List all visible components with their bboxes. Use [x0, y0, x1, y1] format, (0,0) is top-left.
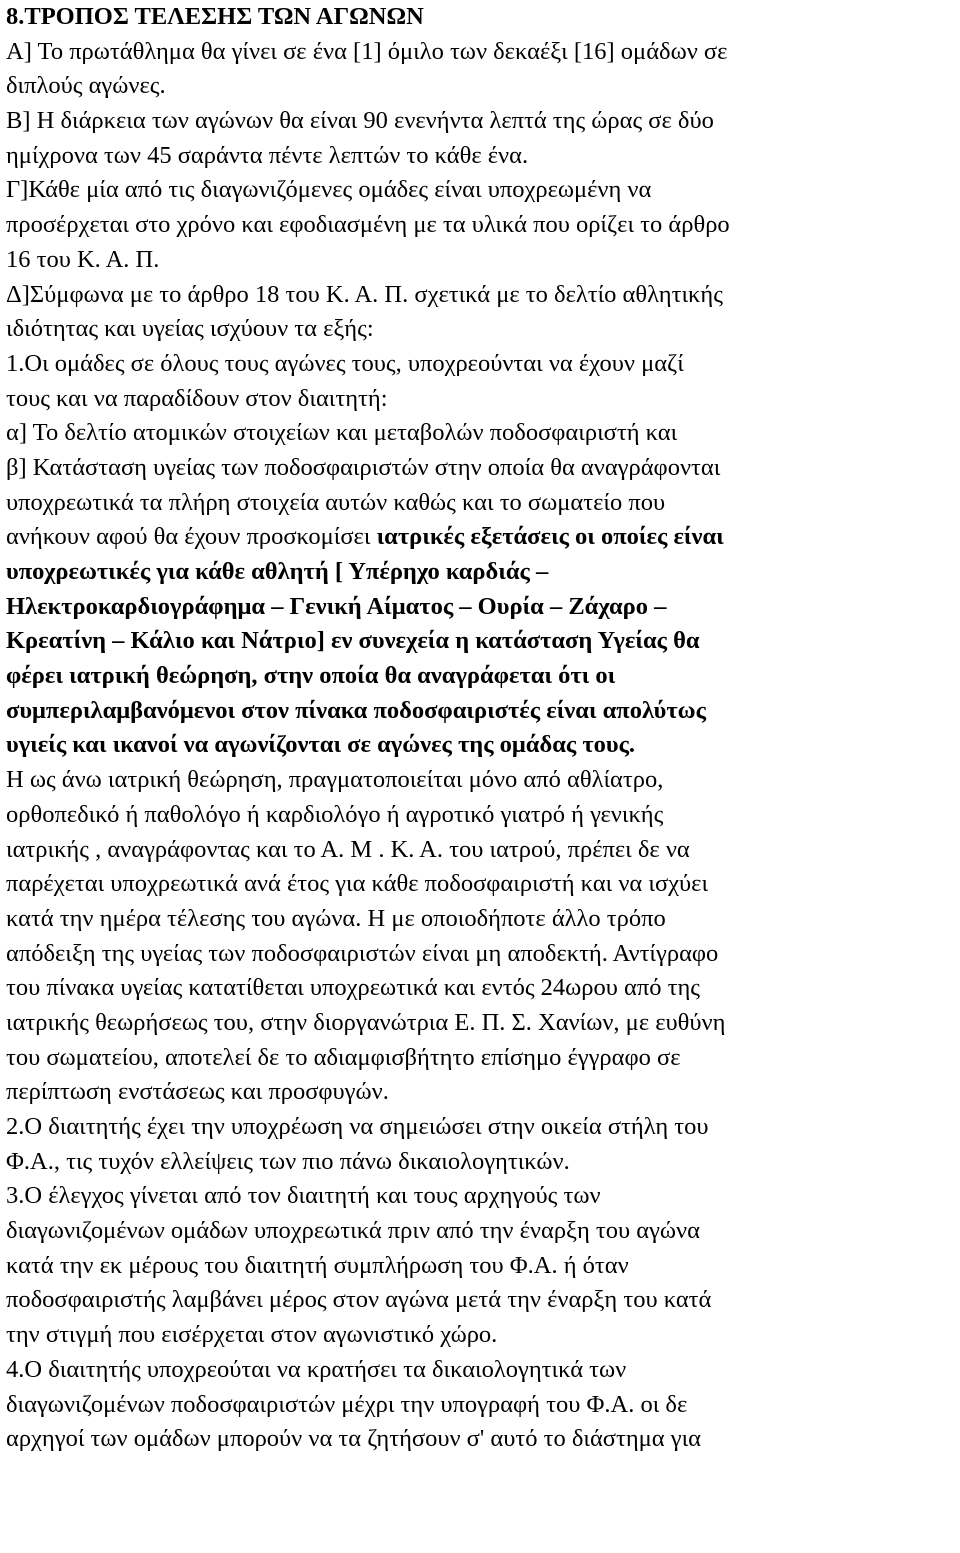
bold-text-segment: φέρει ιατρική θεώρηση, στην οποία θα αναγράφεται ότι οι — [6, 662, 616, 690]
text-line — [6, 451, 956, 486]
section-heading: 8.ΤΡΟΠΟΣ ΤΕΛΕΣΗΣ ΤΩΝ ΑΓΩΝΩΝ — [6, 3, 424, 30]
text-line — [6, 1283, 956, 1318]
text-line — [6, 69, 956, 104]
text-line — [6, 312, 956, 347]
text-line — [6, 763, 956, 798]
text-line — [6, 1145, 956, 1180]
text-line — [6, 382, 956, 417]
text-segment: α] Το δελτίο ατομικών στοιχείων και μεταβολών ποδοσφαιριστή και — [6, 419, 678, 447]
text-line — [6, 520, 956, 555]
text-line — [6, 1318, 956, 1353]
text-segment: Γ]Κάθε μία από τις διαγωνιζόμενες ομάδες είναι υποχρεωμένη να — [6, 176, 652, 204]
text-segment: 4.Ο διαιτητής υποχρεούται να κρατήσει τα δικαιολογητικά των — [6, 1355, 627, 1383]
text-segment: β] Κατάσταση υγείας των ποδοσφαιριστών στην οποία θα αναγράφονται — [6, 453, 721, 481]
text-line — [6, 173, 956, 208]
text-segment: αρχηγοί των ομάδων μπορούν να τα ζητήσουν σ' αυτό το διάστημα για — [6, 1425, 702, 1453]
text-line — [6, 1249, 956, 1284]
text-line — [6, 937, 956, 972]
text-segment: περίπτωση ενστάσεως και προσφυγών. — [6, 1078, 389, 1106]
text-line — [6, 624, 956, 659]
document-page — [6, 0, 956, 1457]
text-line — [6, 35, 956, 70]
text-line — [6, 139, 956, 174]
text-line — [6, 971, 956, 1006]
text-segment: απόδειξη της υγείας των ποδοσφαιριστών είναι μη αποδεκτή. Αντίγραφο — [6, 939, 719, 967]
text-segment: παρέχεται υποχρεωτικά ανά έτος για κάθε ποδοσφαιριστή και να ισχύει — [6, 870, 709, 898]
text-line — [6, 416, 956, 451]
text-line — [6, 902, 956, 937]
text-segment: ημίχρονα των 45 σαράντα πέντε λεπτών το κάθε ένα. — [6, 141, 529, 169]
text-segment: του πίνακα υγείας κατατίθεται υποχρεωτικά και εντός 24ωρου από της — [6, 974, 700, 1002]
text-segment: 2.Ο διαιτητής έχει την υποχρέωση να σημειώσει στην οικεία στήλη του — [6, 1113, 709, 1140]
text-segment: ορθοπεδικό ή παθολόγο ή καρδιολόγο ή αγροτικό γιατρό ή γενικής — [6, 800, 664, 828]
text-segment: διαγωνιζομένων ομάδων υποχρεωτικά πριν από την έναρξη του αγώνα — [6, 1217, 700, 1245]
text-segment: κατά την εκ μέρους του διαιτητή συμπλήρωση του Φ.Α. ή όταν — [6, 1251, 629, 1279]
bold-text-segment: ιατρικές εξετάσεις οι οποίες είναι — [376, 523, 724, 551]
text-line — [6, 833, 956, 868]
text-line — [6, 243, 956, 278]
text-line — [6, 1353, 956, 1388]
text-line — [6, 728, 956, 763]
text-segment: υποχρεωτικά τα πλήρη στοιχεία αυτών καθώς και το σωματείο που — [6, 488, 666, 516]
text-segment: Η ως άνω ιατρική θεώρηση, πραγματοποιείται μόνο από αθλίατρο, — [6, 766, 664, 794]
text-line — [6, 1388, 956, 1423]
document-body — [6, 35, 956, 1457]
text-segment: διπλούς αγώνες. — [6, 72, 166, 100]
text-segment: την στιγμή που εισέρχεται στον αγωνιστικό χώρο. — [6, 1321, 498, 1349]
text-line — [6, 1075, 956, 1110]
text-segment: ιδιότητας και υγείας ισχύουν τα εξής: — [6, 315, 374, 343]
text-line — [6, 1110, 956, 1145]
bold-text-segment: υποχρεωτικές για κάθε αθλητή [ Υπέρηχο καρδιάς – — [6, 558, 549, 585]
text-segment: προσέρχεται στο χρόνο και εφοδιασμένη με τα υλικά που ορίζει το άρθρο — [6, 211, 730, 239]
text-line — [6, 694, 956, 729]
text-line — [6, 1006, 956, 1041]
text-line — [6, 104, 956, 139]
text-line — [6, 208, 956, 243]
text-line — [6, 347, 956, 382]
text-line — [6, 659, 956, 694]
text-segment: Δ]Σύμφωνα με το άρθρο 18 του Κ. Α. Π. σχετικά με το δελτίο αθλητικής — [6, 280, 723, 308]
text-segment: 3.Ο έλεγχος γίνεται από τον διαιτητή και τους αρχηγούς των — [6, 1182, 601, 1210]
text-segment: Α] Το πρωτάθλημα θα γίνει σε ένα [1] όμιλο των δεκαέξι [16] ομάδων σε — [6, 37, 728, 65]
text-segment: διαγωνιζομένων ποδοσφαιριστών μέχρι την υπογραφή του Φ.Α. οι δε — [6, 1390, 688, 1418]
text-line — [6, 1422, 956, 1457]
text-line — [6, 798, 956, 833]
text-segment: 1.Οι ομάδες σε όλους τους αγώνες τους, υποχρεούνται να έχουν μαζί — [6, 349, 684, 377]
bold-text-segment: Ηλεκτροκαρδιογράφημα – Γενική Αίματος – Ουρία – Ζάχαρο – — [6, 592, 667, 620]
text-segment: τους και να παραδίδουν στον διαιτητή: — [6, 384, 388, 412]
text-segment: ιατρικής θεωρήσεως του, στην διοργανώτρια Ε. Π. Σ. Χανίων, με ευθύνη — [6, 1008, 726, 1036]
text-segment: Β] Η διάρκεια των αγώνων θα είναι 90 ενενήντα λεπτά της ώρας σε δύο — [6, 107, 714, 135]
text-segment: ποδοσφαιριστής λαμβάνει μέρος στον αγώνα μετά την έναρξη του κατά — [6, 1286, 712, 1314]
text-line — [6, 486, 956, 521]
text-segment: Φ.Α., τις τυχόν ελλείψεις των πιο πάνω δικαιολογητικών. — [6, 1147, 570, 1175]
text-line — [6, 278, 956, 313]
text-line — [6, 590, 956, 625]
text-segment: 16 του Κ. Α. Π. — [6, 245, 160, 273]
text-line — [6, 555, 956, 590]
bold-text-segment: υγιείς και ικανοί να αγωνίζονται σε αγώνες της ομάδας τους. — [6, 731, 636, 759]
text-line — [6, 1041, 956, 1076]
text-line — [6, 867, 956, 902]
text-line — [6, 1214, 956, 1249]
text-line — [6, 1179, 956, 1214]
bold-text-segment: Κρεατίνη – Κάλιο και Νάτριο] εν συνεχεία η κατάσταση Υγείας θα — [6, 627, 700, 655]
text-segment: του σωματείου, αποτελεί δε το αδιαμφισβήτητο επίσημο έγγραφο σε — [6, 1043, 681, 1071]
text-segment: ανήκουν αφού θα έχουν προσκομίσει — [6, 523, 377, 551]
bold-text-segment: συμπεριλαμβανόμενοι στον πίνακα ποδοσφαιριστές είναι απολύτως — [6, 696, 706, 724]
text-segment: ιατρικής , αναγράφοντας και το Α. Μ . Κ. Α. του ιατρού, πρέπει δε να — [6, 835, 690, 863]
text-segment: κατά την ημέρα τέλεσης του αγώνα. Η με οποιοδήποτε άλλο τρόπο — [6, 904, 666, 932]
